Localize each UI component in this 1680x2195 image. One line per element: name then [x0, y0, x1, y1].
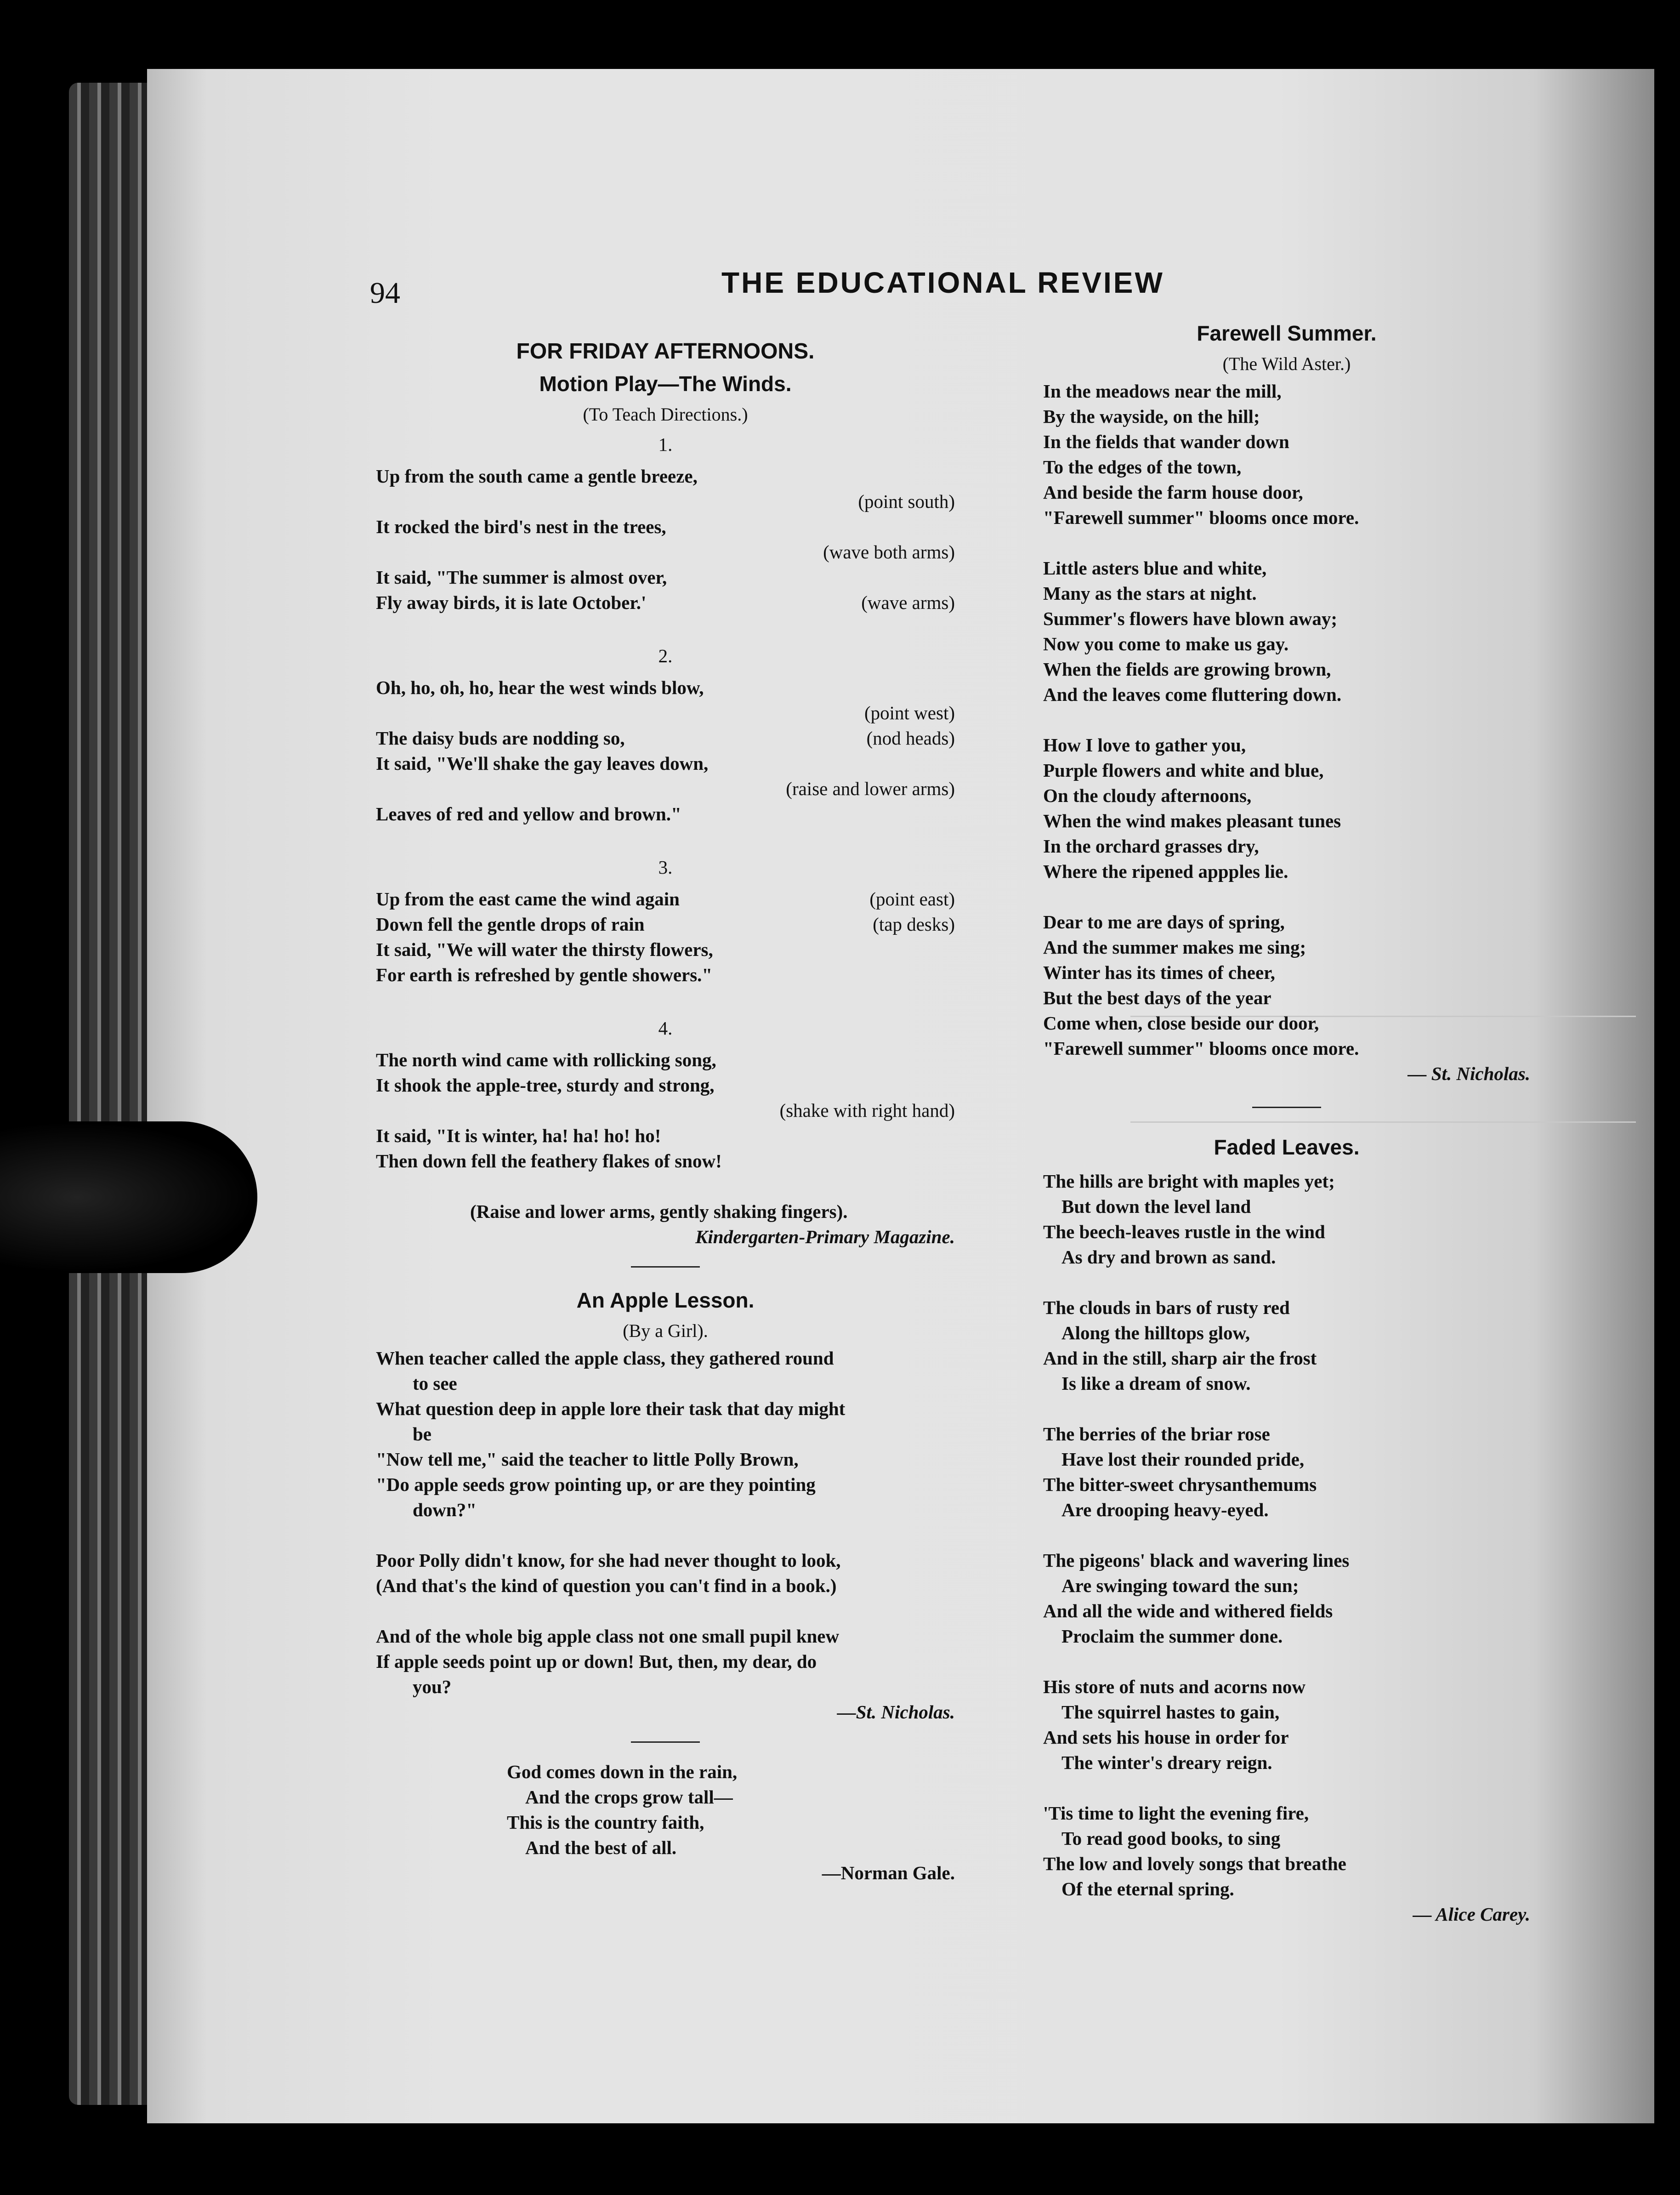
stage-direction: (point east): [869, 888, 955, 910]
farewell-poem: [1043, 379, 1530, 1061]
stanza-gap: [376, 1174, 955, 1199]
verse-text: Down fell the gentle drops of rain: [376, 914, 645, 935]
verse-line: Are swinging toward the sun;: [1061, 1575, 1299, 1596]
verse-line: "Farewell summer" blooms once more.: [1043, 1038, 1359, 1059]
verse-line: But down the level land: [1061, 1196, 1251, 1217]
section-title: FOR FRIDAY AFTERNOONS.: [516, 339, 815, 364]
stanza-number: 2.: [658, 645, 673, 666]
verse-line: [376, 514, 955, 540]
verse-line: "Now tell me," said the teacher to little Polly Brown,: [376, 1449, 799, 1470]
verse-line: By the wayside, on the hill;: [1043, 406, 1260, 427]
divider: [1252, 1107, 1321, 1108]
stage-direction: (tap desks): [873, 914, 955, 935]
stage-direction: (raise and lower arms): [786, 778, 955, 799]
verse-text: Up from the east came the wind again: [376, 888, 680, 910]
verse-line: In the meadows near the mill,: [1043, 381, 1282, 402]
verse-line: 'Tis time to light the evening fire,: [1043, 1803, 1309, 1824]
verse-line: Many as the stars at night.: [1043, 583, 1257, 604]
verse-text: Leaves of red and yellow and brown.": [376, 803, 681, 825]
verse-line: [376, 1073, 955, 1098]
poem-title: An Apple Lesson.: [576, 1288, 755, 1312]
verse-line: Have lost their rounded pride,: [1061, 1449, 1305, 1470]
stanza-number: 3.: [658, 857, 673, 878]
verse-line: If apple seeds point up or down! But, then, my dear, do: [376, 1651, 817, 1672]
attribution: —Norman Gale.: [822, 1862, 955, 1883]
verse-line: As dry and brown as sand.: [1061, 1246, 1276, 1268]
verse-line: But the best days of the year: [1043, 987, 1271, 1008]
verse-text: Then down fell the feathery flakes of snow!: [376, 1150, 722, 1171]
stanza-gap: [1043, 1523, 1530, 1548]
stanza-gap: [1043, 1649, 1530, 1674]
stanza-gap: [1043, 884, 1530, 910]
verse-line: The clouds in bars of rusty red: [1043, 1297, 1290, 1318]
verse-line: To read good books, to sing: [1061, 1828, 1281, 1849]
verse-line: When teacher called the apple class, they gathered round: [376, 1348, 834, 1369]
stanza-number: 1.: [658, 434, 673, 455]
divider: [631, 1741, 700, 1743]
verse-text: Fly away birds, it is late October.': [376, 592, 647, 613]
verse-line: Proclaim the summer done.: [1061, 1626, 1283, 1647]
verse-line: "Farewell summer" blooms once more.: [1043, 507, 1359, 528]
verse-line: Are drooping heavy-eyed.: [1061, 1499, 1269, 1520]
verse-line: And the summer makes me sing;: [1043, 937, 1306, 958]
verse-line: [376, 887, 955, 912]
verse-line: [376, 590, 955, 615]
verse-line: And beside the farm house door,: [1043, 482, 1303, 503]
verse-line: On the cloudy afternoons,: [1043, 785, 1252, 806]
verse-text: For earth is refreshed by gentle showers.": [376, 964, 713, 985]
stanza-number: 4.: [658, 1018, 673, 1039]
verse-line: [376, 726, 955, 751]
verse-text: It said, "We'll shake the gay leaves down,: [376, 753, 709, 774]
verse-line: down?": [413, 1499, 477, 1520]
closing-direction: (Raise and lower arms, gently shaking fingers).: [470, 1201, 848, 1222]
verse-line: The hills are bright with maples yet;: [1043, 1171, 1335, 1192]
verse-line: What question deep in apple lore their task that day might: [376, 1398, 846, 1419]
stanza-gap: [376, 1598, 955, 1624]
verse-line: [376, 1123, 955, 1149]
stanza-gap: [376, 615, 955, 641]
verse-line: (And that's the kind of question you can't find in a book.): [376, 1575, 837, 1596]
verse-line: [376, 1047, 955, 1073]
verse-line: Where the ripened appples lie.: [1043, 861, 1288, 882]
verse-line: Summer's flowers have blown away;: [1043, 608, 1338, 629]
stage-direction: (wave both arms): [823, 541, 955, 563]
verse-text: The north wind came with rollicking song,: [376, 1049, 716, 1070]
verse-line: The pigeons' black and wavering lines: [1043, 1550, 1350, 1571]
stage-direction: (point south): [858, 491, 955, 512]
verse-line: And in the still, sharp air the frost: [1043, 1348, 1317, 1369]
verse-text: It said, "It is winter, ha! ha! ho! ho!: [376, 1125, 661, 1146]
right-column: [1043, 317, 1530, 1927]
poem-subtitle: (By a Girl).: [623, 1320, 708, 1341]
attribution: Kindergarten-Primary Magazine.: [695, 1226, 955, 1247]
verse-line: [376, 937, 955, 962]
verse-line: Now you come to make us gay.: [1043, 633, 1289, 654]
verse-line: The squirrel hastes to gain,: [1061, 1701, 1280, 1723]
divider: [631, 1266, 700, 1268]
verse-line: [376, 464, 955, 489]
verse-line: Purple flowers and white and blue,: [1043, 760, 1324, 781]
poem-subtitle: (The Wild Aster.): [1222, 353, 1351, 374]
verse-line: His store of nuts and acorns now: [1043, 1676, 1306, 1697]
stanza-gap: [1043, 1775, 1530, 1801]
verse-line: The bitter-sweet chrysanthemums: [1043, 1474, 1317, 1495]
verse-line: [376, 802, 955, 827]
verse-text: Up from the south came a gentle breeze,: [376, 466, 698, 487]
verse-line: Little asters blue and white,: [1043, 557, 1267, 579]
attribution: — St. Nicholas.: [1408, 1063, 1530, 1084]
poem-title: Faded Leaves.: [1214, 1135, 1360, 1159]
verse-line: "Do apple seeds grow pointing up, or are they pointing: [376, 1474, 816, 1495]
verse-line: And the best of all.: [525, 1837, 677, 1858]
verse-line: [376, 1149, 955, 1174]
verse-text: It said, "We will water the thirsty flowers,: [376, 939, 713, 960]
stage-direction: (shake with right hand): [779, 1100, 955, 1121]
attribution: — Alice Carey.: [1413, 1904, 1530, 1925]
page-number: 94: [370, 276, 400, 310]
stanza-gap: [1043, 707, 1530, 733]
verse-line: When the fields are growing brown,: [1043, 659, 1331, 680]
verse-line: Dear to me are days of spring,: [1043, 911, 1285, 933]
poem-title: Motion Play—The Winds.: [539, 372, 792, 396]
verse-line: And sets his house in order for: [1043, 1727, 1289, 1748]
running-title: THE EDUCATIONAL REVIEW: [721, 266, 1164, 299]
verse-line: [376, 565, 955, 590]
verse-line: be: [413, 1423, 431, 1444]
verse-line: This is the country faith,: [507, 1812, 704, 1833]
apple-poem: [376, 1346, 955, 1725]
verse-line: When the wind makes pleasant tunes: [1043, 810, 1341, 831]
verse-line: [376, 962, 955, 988]
verse-line: you?: [413, 1676, 452, 1697]
verse-line: God comes down in the rain,: [507, 1761, 738, 1782]
stanza-gap: [1043, 1270, 1530, 1295]
verse-line: The berries of the briar rose: [1043, 1423, 1270, 1444]
stanza-gap: [1043, 530, 1530, 556]
verse-line: Come when, close beside our door,: [1043, 1012, 1319, 1034]
stage-direction: (point west): [864, 702, 955, 723]
verse-line: [376, 912, 955, 937]
verse-line: Of the eternal spring.: [1061, 1878, 1234, 1899]
winds-poem: [376, 432, 955, 1199]
verse-line: The winter's dreary reign.: [1061, 1752, 1272, 1773]
stanza-gap: [376, 988, 955, 1013]
stage-direction: (wave arms): [861, 592, 955, 613]
verse-text: Oh, ho, oh, ho, hear the west winds blow,: [376, 677, 704, 698]
left-column: [376, 336, 955, 1886]
poem-subtitle: (To Teach Directions.): [583, 404, 748, 425]
thumb: [0, 1121, 257, 1273]
verse-line: Poor Polly didn't know, for she had never thought to look,: [376, 1550, 841, 1571]
verse-line: The low and lovely songs that breathe: [1043, 1853, 1346, 1874]
verse-line: [376, 751, 955, 776]
verse-line: To the edges of the town,: [1043, 456, 1242, 478]
stage-direction: (nod heads): [866, 728, 955, 749]
verse-line: Is like a dream of snow.: [1061, 1373, 1251, 1394]
faith-verse: [376, 1759, 955, 1860]
verse-line: In the orchard grasses dry,: [1043, 836, 1259, 857]
verse-line: [376, 675, 955, 700]
poem-title: Farewell Summer.: [1197, 321, 1377, 345]
stanza-gap: [376, 1523, 955, 1548]
verse-line: And all the wide and withered fields: [1043, 1600, 1333, 1621]
verse-line: to see: [413, 1373, 457, 1394]
verse-line: In the fields that wander down: [1043, 431, 1289, 452]
verse-line: The beech-leaves rustle in the wind: [1043, 1221, 1325, 1242]
verse-text: It rocked the bird's nest in the trees,: [376, 516, 666, 537]
attribution: —St. Nicholas.: [837, 1701, 955, 1723]
verse-text: The daisy buds are nodding so,: [376, 728, 625, 749]
verse-text: It shook the apple-tree, sturdy and strong,: [376, 1075, 715, 1096]
verse-line: Along the hilltops glow,: [1061, 1322, 1250, 1343]
stanza-gap: [376, 827, 955, 852]
verse-line: How I love to gather you,: [1043, 734, 1246, 756]
faded-poem: [1043, 1169, 1530, 1927]
verse-line: And of the whole big apple class not one small pupil knew: [376, 1626, 840, 1647]
verse-line: And the leaves come fluttering down.: [1043, 684, 1342, 705]
verse-text: It said, "The summer is almost over,: [376, 567, 667, 588]
verse-line: And the crops grow tall—: [525, 1786, 733, 1808]
stanza-gap: [1043, 1396, 1530, 1422]
verse-line: Winter has its times of cheer,: [1043, 962, 1275, 983]
